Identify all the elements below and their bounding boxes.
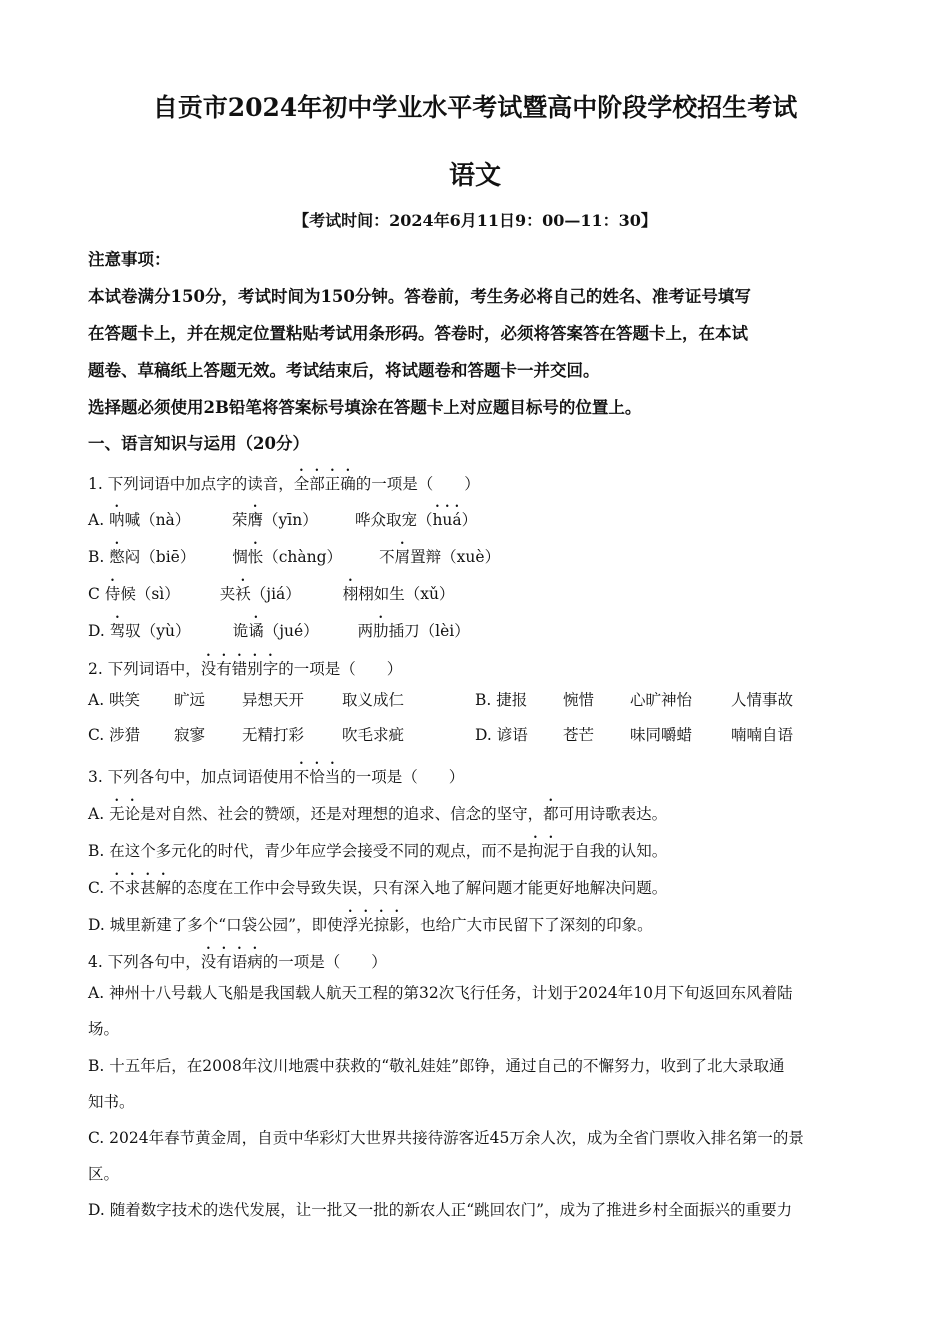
notice-line: 本试卷满分150分，考试时间为150分钟。答卷前，考生务必将自己的姓名、准考证号填写 (88, 287, 751, 306)
emphasized-char: 袄 (235, 585, 251, 603)
section-heading: 一、语言知识与运用（20分） (88, 434, 309, 453)
question-1-option-b: B. 憋闷（biē） 惆怅（chàng） 不屑置辩（xuè） (88, 548, 501, 566)
question-4-option-b: B. 十五年后，在2008年汶川地震中获救的“敬礼娃娃”郎铮，通过自己的不懈努力，收到了北大录取通 (88, 1057, 785, 1075)
emphasized-char: 谲 (248, 622, 264, 640)
emphasized-char: 肋 (373, 622, 389, 640)
emphasized-text: 都 (543, 805, 559, 823)
word: 惋惜 (563, 691, 595, 709)
emphasized-text: 不求甚解 (109, 879, 172, 897)
question-4-option-c-cont: 区。 (88, 1165, 120, 1183)
question-1-option-d: D. 驾驭（yù） 诡谲（jué） 两肋插刀（lèi） (88, 622, 470, 640)
question-1-option-a: A. 呐喊（nà） 荣膺（yīn） 哗众取宠（huá） (88, 511, 478, 529)
question-4-option-d: D. 随着数字技术的迭代发展，让一批又一批的新农人正“跳回农门”，成为了推进乡村全面振兴的重要力 (88, 1201, 793, 1219)
question-3-stem: 3. 下列各句中，加点词语使用不恰当的一项是（ ） (88, 768, 465, 786)
question-4-stem: 4. 下列各句中，没有语病的一项是（ ） (88, 953, 387, 971)
question-2-option-d: D. 谚语 (475, 726, 528, 744)
question-2-stem: 2. 下列词语中，没有错别字的一项是（ ） (88, 660, 403, 678)
exam-time: 【考试时间：2024年6月11日9：00—11：30】 (293, 211, 657, 230)
question-3-option-d: D. 城里新建了多个“口袋公园”，即使浮光掠影，也给广大市民留下了深刻的印象。 (88, 916, 653, 934)
emphasized-char: huá (432, 511, 462, 529)
question-4-option-a-cont: 场。 (88, 1020, 120, 1038)
notice-heading: 注意事项： (88, 250, 171, 269)
question-3-option-c: C. 不求甚解的态度在工作中会导致失误，只有深入地了解问题才能更好地解决问题。 (88, 879, 668, 897)
question-2-option-b: B. 捷报 (475, 691, 528, 709)
emphasized-text: 拘泥 (527, 842, 559, 860)
emphasized-text: 没有错别字 (200, 660, 279, 678)
exam-title: 自贡市2024年初中学业水平考试暨高中阶段学校招生考试 (152, 93, 798, 122)
question-4-option-b-cont: 知书。 (88, 1093, 135, 1111)
word: 寂寥 (174, 726, 206, 744)
emphasized-char: 怅 (247, 548, 264, 566)
question-3-option-b: B. 在这个多元化的时代，青少年应学会接受不同的观点，而不是拘泥于自我的认知。 (88, 842, 668, 860)
question-4-option-c: C. 2024年春节黄金周，自贡中华彩灯大世界共接待游客近45万余人次，成为全省门票收入排名第一的景 (88, 1129, 804, 1147)
notice-line: 题卷、草稿纸上答题无效。考试结束后，将试题卷和答题卡一并交回。 (88, 361, 600, 380)
word: 心旷神怡 (630, 691, 693, 709)
emphasized-text: 无论 (109, 805, 141, 823)
emphasized-text: 全部正确 (293, 475, 356, 493)
emphasized-char: 侍 (104, 585, 121, 603)
emphasized-char: 屑 (394, 548, 411, 566)
emphasized-char: 呐 (109, 511, 125, 529)
word: 旷远 (174, 691, 206, 709)
question-1-stem: 1. 下列词语中加点字的读音，全部正确的一项是（ ） (88, 475, 480, 493)
question-3-option-a: A. 无论是对自然、社会的赞颂，还是对理想的追求、信念的坚守，都可用诗歌表达。 (88, 805, 668, 823)
emphasized-char: 膺 (247, 511, 264, 529)
word: 人情事故 (731, 691, 794, 709)
emphasized-char: 驾 (109, 622, 126, 640)
notice-line: 在答题卡上，并在规定位置粘贴考试用条形码。答卷时，必须将答案答在答题卡上，在本试 (88, 324, 748, 343)
question-1-option-c: C 侍候（sì） 夹袄（jiá） 栩栩如生（xǔ） (88, 585, 455, 603)
notice-line: 选择题必须使用2B铅笔将答案标号填涂在答题卡上对应题目标号的位置上。 (88, 398, 642, 417)
word: 异想天开 (242, 691, 305, 709)
question-2-option-a: A. 哄笑 (88, 691, 141, 709)
word: 取义成仁 (342, 691, 405, 709)
emphasized-text: 浮光掠影 (342, 916, 405, 934)
emphasized-char: 憋 (109, 548, 125, 566)
word: 吹毛求疵 (342, 726, 405, 744)
emphasized-char: 栩 (342, 585, 359, 603)
word: 无精打彩 (242, 726, 305, 744)
emphasized-text: 不恰当 (293, 768, 341, 786)
word: 喃喃自语 (731, 726, 794, 744)
word: 味同嚼蜡 (630, 726, 693, 744)
question-4-option-a: A. 神州十八号载人飞船是我国载人航天工程的第32次飞行任务，计划于2024年10月下旬返回东风着陆 (88, 984, 793, 1002)
word: 苍芒 (563, 726, 595, 744)
emphasized-text: 没有语病 (200, 953, 263, 971)
subject-title: 语文 (448, 161, 501, 191)
question-2-option-c: C. 涉猎 (88, 726, 141, 744)
